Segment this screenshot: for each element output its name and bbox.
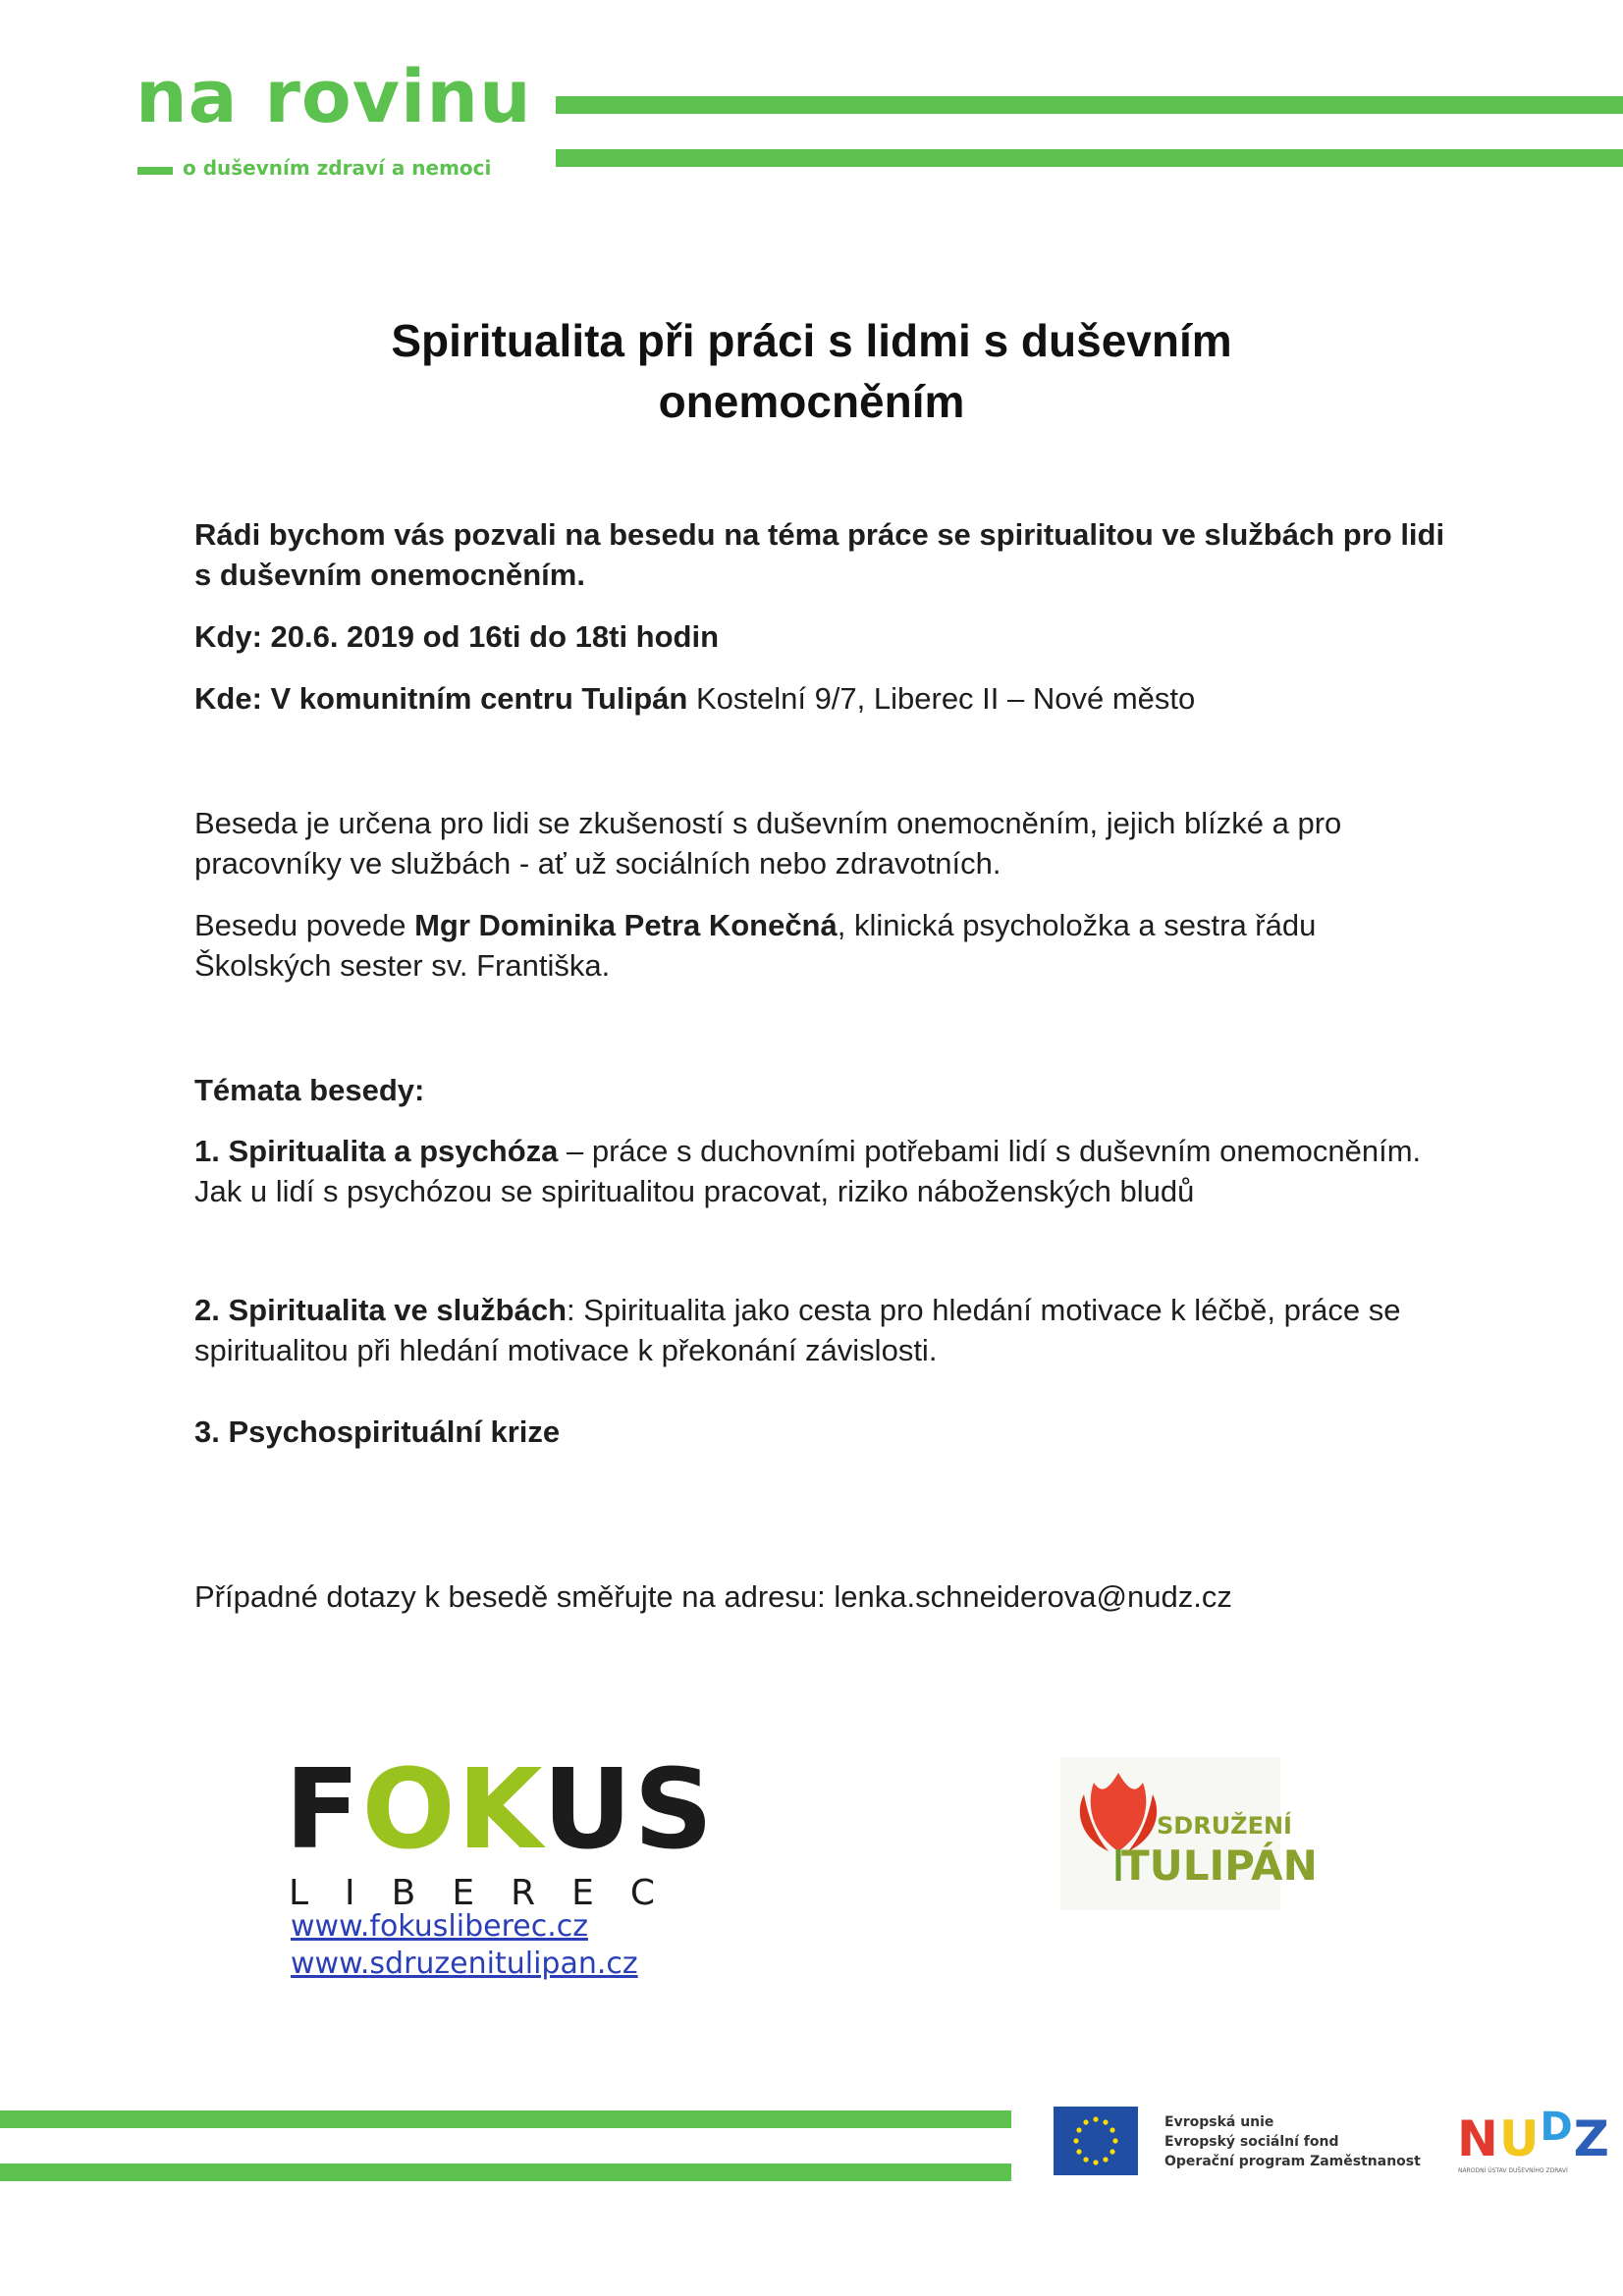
footer-bar-bottom <box>0 2163 1011 2181</box>
nudz-subtitle: NÁRODNÍ ÚSTAV DUŠEVNÍHO ZDRAVÍ <box>1458 2167 1568 2174</box>
fokus-letter: US <box>542 1746 716 1874</box>
speaker-text <box>194 905 1451 986</box>
fokus-letter: F <box>285 1746 362 1874</box>
fokus-letter: K <box>457 1746 543 1874</box>
audience-text: Beseda je určena pro lidi se zkušeností s duševním onemocněním, jejich blízké a pro pracovníky ve službách - ať už sociálních nebo zdravotních. <box>194 806 1342 881</box>
eu-flag-icon <box>1054 2107 1138 2175</box>
page-title <box>0 310 1623 432</box>
footer-bar-top <box>0 2110 1011 2128</box>
invitation-text: Rádi bychom vás pozvali na besedu na téma práce se spiritualitou ve službách pro lidi s duševním onemocněním. <box>194 517 1445 592</box>
nudz-letter: N <box>1457 2110 1499 2167</box>
logo-subtitle: o duševním zdraví a nemoci <box>183 156 492 180</box>
tulipan-logo <box>1060 1757 1318 1910</box>
topic-item <box>194 1131 1451 1211</box>
logo-title: na rovinu <box>135 55 532 139</box>
header-bar-top <box>556 96 1623 114</box>
eu-line: Evropský sociální fond <box>1164 2134 1339 2150</box>
fokus-city: LIBEREC <box>289 1873 692 1913</box>
eu-line: Operační program Zaměstnanost <box>1164 2154 1421 2169</box>
topic-text: – práce s duchovními potřebami lidí s duševním onemocněním. Jak u lidí s psychózou se spiritualitou pracovat, riziko náboženských bludů <box>194 1134 1422 1208</box>
event-where <box>194 678 1451 719</box>
topic-text: : Spiritualita jako cesta pro hledání motivace k léčbě, práce se spiritualitou při hledání motivace k překonání závislosti. <box>194 1293 1401 1367</box>
topic-item: 3. Psychospirituální krize <box>194 1415 561 1449</box>
eu-text <box>1164 2112 1421 2171</box>
fokus-logo <box>285 1746 716 1913</box>
contact-text: Případné dotazy k besedě směřujte na adresu: lenka.schneiderova@nudz.cz <box>194 1579 1232 1614</box>
topics-heading: Témata besedy: <box>194 1073 425 1107</box>
speaker-prefix: Besedu povede <box>194 908 415 942</box>
tulipan-line-2: TULIPÁN <box>1121 1842 1318 1890</box>
fokus-spiral-icon: O <box>361 1746 458 1874</box>
nudz-letter: U <box>1498 2110 1541 2167</box>
logo-dash <box>137 167 173 175</box>
where-address: Kostelní 9/7, Liberec II – Nové město <box>687 681 1196 716</box>
topic-title: 2. Spiritualita ve službách <box>194 1293 568 1327</box>
nudz-letter: D <box>1540 2105 1574 2150</box>
topic-item <box>194 1290 1451 1370</box>
tulipan-line-1: SDRUŽENÍ <box>1157 1812 1292 1840</box>
title-line-1: Spiritualita při práci s lidmi s duševním <box>391 315 1232 366</box>
event-when: Kdy: 20.6. 2019 od 16ti do 18ti hodin <box>194 619 720 654</box>
eu-line: Evropská unie <box>1164 2114 1274 2130</box>
fokus-wordmark <box>285 1746 716 1874</box>
where-label: Kde: V komunitním centru Tulipán <box>194 681 688 716</box>
link-tulipan[interactable]: www.sdruzenitulipan.cz <box>291 1947 638 1981</box>
nudz-logo <box>1457 2105 1610 2167</box>
nudz-letter: Z <box>1573 2110 1610 2167</box>
speaker-suffix: , klinická psycholožka a sestra řádu Školských sester sv. Františka. <box>194 908 1317 983</box>
speaker-name: Mgr Dominika Petra Konečná <box>414 908 838 942</box>
topic-title: 1. Spiritualita a psychóza <box>194 1134 559 1168</box>
title-line-2: onemocněním <box>658 376 965 427</box>
header-bar-bottom <box>556 149 1623 167</box>
link-fokus[interactable]: www.fokusliberec.cz <box>291 1909 588 1944</box>
